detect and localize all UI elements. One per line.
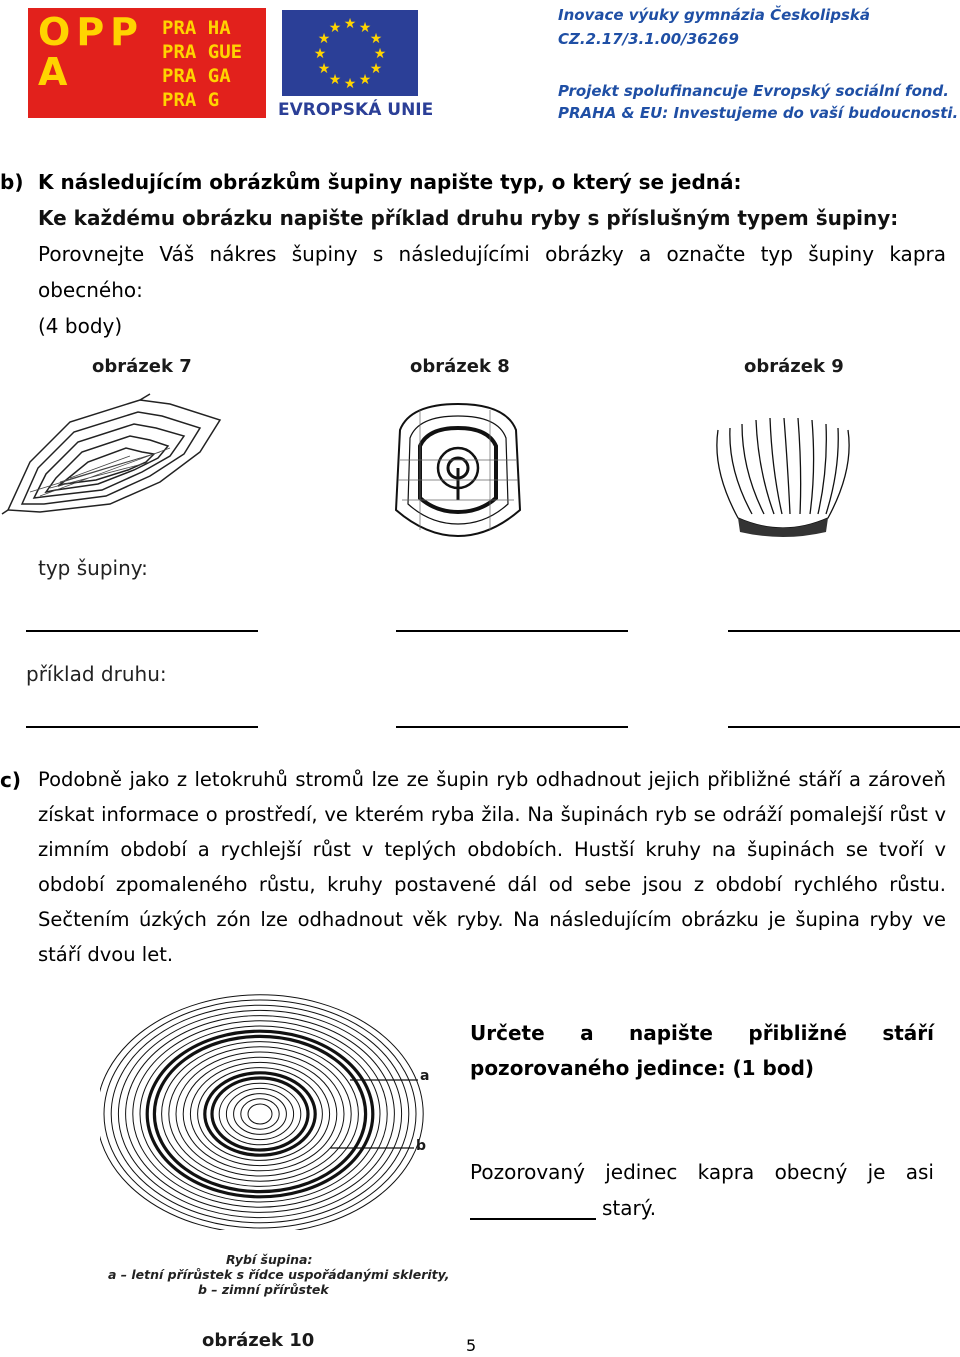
type-answer-line-1[interactable]	[26, 630, 258, 632]
figure-9-scale-drawing	[708, 410, 858, 540]
eu-star-icon: ★	[328, 70, 342, 87]
figure-8-label: obrázek 8	[410, 356, 510, 377]
example-answer-line-3[interactable]	[728, 726, 960, 728]
growth-ring	[234, 1094, 287, 1135]
task-c-paragraph: Podobně jako z letokruhů stromů lze ze šupin ryb odhadnout jejich přibližné stáří a zároveň získat informace o prostředí, ve kterém ryba žila. Na šupinách ryb se odráží pomalejší růst v zimním období a rychlejší růst v teplých obdobích. Hustší kruhy na šupinách se tvoří v období zpomaleného růstu, kruhy postavené dál od sebe jsou z období rychlého růstu. Sečtením úzkých zón lze odhadnout věk ryby. Na následujícím obrázku je šupina ryby ve stáří dvou let.	[38, 768, 946, 966]
task-c-marker: c)	[0, 768, 21, 792]
example-answer-line-2[interactable]	[396, 726, 628, 728]
task-b-marker: b)	[0, 170, 24, 194]
marker-b: b	[416, 1138, 427, 1154]
type-answer-line-3[interactable]	[728, 630, 960, 632]
example-answer-line-1[interactable]	[26, 726, 258, 728]
task-b-line1: K následujícím obrázkům šupiny napište typ, o který se jedná:	[38, 170, 742, 194]
praha-logo-text: PRA HA PRA GUE PRA GA PRA G	[162, 17, 243, 111]
eu-star-icon: ★	[317, 30, 331, 46]
eu-star-icon: ★	[313, 45, 327, 61]
project-title: Inovace výuky gymnázia Českolipská	[558, 6, 871, 24]
eu-star-icon: ★	[328, 19, 342, 36]
eu-star-icon: ★	[373, 45, 387, 61]
growth-ring	[126, 1016, 395, 1213]
growth-ring	[176, 1052, 344, 1176]
eu-star-icon: ★	[369, 60, 383, 76]
growth-ring	[205, 1073, 315, 1155]
slogan: PRAHA & EU: Investujeme do vaší budoucnosti.	[558, 104, 959, 122]
figure-9-label: obrázek 9	[744, 356, 844, 377]
growth-ring	[154, 1036, 365, 1191]
task-b-line3: Porovnejte Váš nákres šupiny s následujícími obrázky a označte typ šupiny kapra	[38, 242, 946, 266]
growth-ring	[198, 1068, 323, 1161]
figure-7-label: obrázek 7	[92, 356, 192, 377]
task-b-line2: Ke každému obrázku napište příklad druhu ryby s příslušným typem šupiny:	[38, 206, 899, 230]
opp-logo-letters: OPP A	[38, 10, 145, 94]
type-answer-line-2[interactable]	[396, 630, 628, 632]
project-code: CZ.2.17/3.1.00/36269	[558, 30, 739, 48]
age-answer-line[interactable]	[470, 1218, 596, 1220]
figure-10-caption: Rybí šupina: a – letní přírůstek s řídce uspořádanými sklerity, b – zimní přírůstek	[108, 1252, 450, 1297]
figure-8-scale-drawing	[390, 400, 526, 540]
growth-ring	[219, 1083, 301, 1145]
eu-star-icon: ★	[358, 19, 372, 36]
eu-star-icon: ★	[369, 30, 383, 46]
growth-ring	[248, 1104, 272, 1124]
answer-text: Pozorovaný jedinec kapra obecný je asi	[470, 1160, 934, 1184]
eu-star-icon: ★	[343, 75, 357, 91]
funding-line: Projekt spolufinancuje Evropský sociální fond.	[558, 82, 949, 100]
growth-ring	[226, 1088, 293, 1139]
type-label: typ šupiny:	[38, 556, 148, 580]
growth-ring	[133, 1021, 387, 1207]
task-b-line4: obecného:	[38, 278, 143, 302]
task-b-points: (4 body)	[38, 314, 123, 338]
eu-star-icon: ★	[317, 60, 331, 76]
figure-10-label: obrázek 10	[202, 1330, 315, 1351]
growth-ring	[162, 1042, 359, 1187]
eu-label: EVROPSKÁ UNIE	[278, 100, 434, 120]
task-c-instruction: Určete a napište přibližné stáří pozorovaného jedince: (1 bod)	[470, 1021, 934, 1080]
growth-ring	[104, 1000, 416, 1228]
answer-suffix: starý.	[602, 1196, 657, 1220]
example-label: příklad druhu:	[26, 662, 167, 686]
figure-10-scale-drawing	[100, 990, 440, 1230]
growth-ring	[169, 1047, 351, 1181]
eu-star-icon: ★	[358, 70, 372, 87]
growth-ring	[241, 1099, 279, 1129]
marker-a: a	[420, 1068, 430, 1084]
figure-7-scale-drawing	[0, 392, 230, 522]
eu-star-icon: ★	[343, 15, 357, 31]
growth-ring	[147, 1031, 373, 1197]
eu-flag	[282, 10, 418, 96]
page-number: 5	[466, 1336, 477, 1355]
